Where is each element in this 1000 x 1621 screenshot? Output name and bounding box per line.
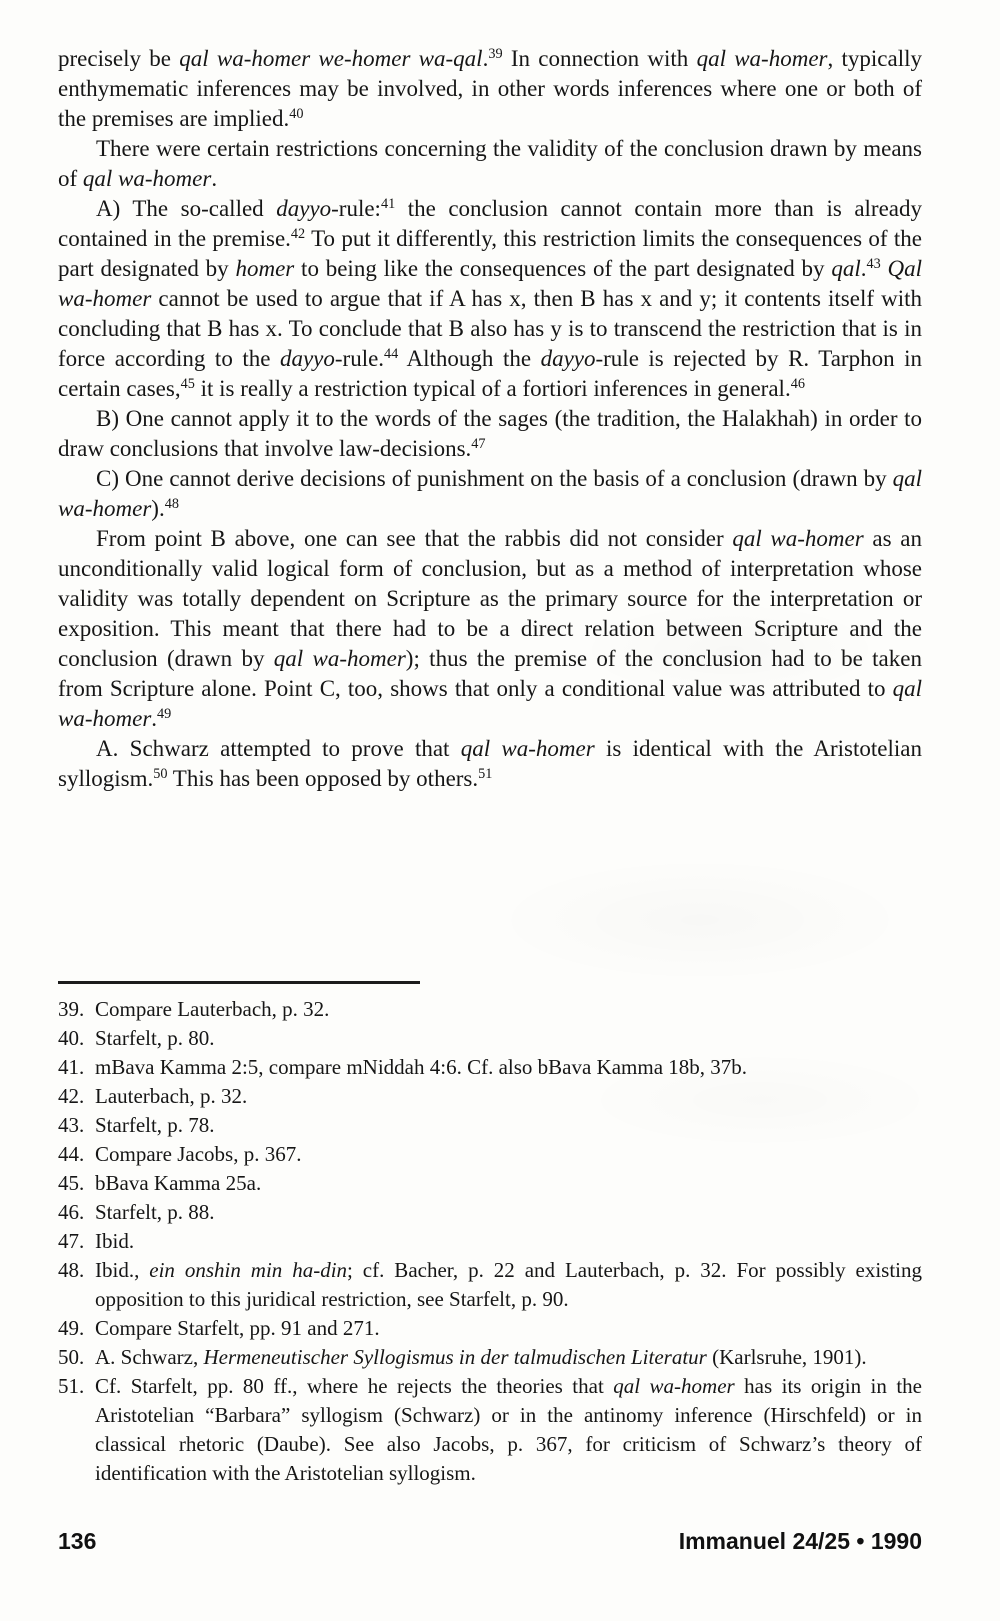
footnote-number: 46. xyxy=(58,1200,85,1224)
footnote-ref: 40 xyxy=(289,106,304,123)
footnote-text: Compare Starfelt, pp. 91 and 271. xyxy=(95,1316,380,1340)
paragraph: From point B above, one can see that the rabbis did not consider qal wa-homer as an unconditionally valid logical form of conclusion, but as a method of interpretation whose validity was totally dependent on Scripture as the primary source for the interpretation or exposition. This meant that there had to be a direct relation between Scripture and the conclusion (drawn by qal wa-homer); thus the premise of the conclusion had to be taken from Scripture alone. Point C, too, shows that only a conditional value was attributed to qal wa-homer.$^{49}$ xyxy=(58,526,922,731)
page-footer xyxy=(58,1528,922,1555)
footnote xyxy=(58,1053,922,1082)
footnote-ref: 48 xyxy=(164,496,179,513)
footnote xyxy=(58,1256,922,1314)
footnote xyxy=(58,1111,922,1140)
footnote xyxy=(58,1198,922,1227)
footnote-ref: 44 xyxy=(384,346,399,363)
paragraph: precisely be qal wa-homer we-homer wa-qal.$^{39}$ In connection with qal wa-homer, typically enthymematic inferences may be involved, in other words inferences where one or both of the premises are implied.$^{40}$ xyxy=(58,46,922,131)
footnote xyxy=(58,1314,922,1343)
footnote-ref: 43 xyxy=(866,256,881,273)
footnote-ref: 51 xyxy=(478,766,493,783)
footnote-number: 45. xyxy=(58,1171,85,1195)
footnote xyxy=(58,1372,922,1488)
footnote xyxy=(58,1024,922,1053)
footnote-ref: 42 xyxy=(290,226,306,243)
footnote-ref: 50 xyxy=(153,766,168,783)
footnote-section xyxy=(58,981,922,1488)
footnote-text: bBava Kamma 25a. xyxy=(95,1171,262,1195)
page-number: 136 xyxy=(58,1528,97,1554)
footnote-text: Starfelt, p. 80. xyxy=(95,1026,215,1050)
footnote-text: Starfelt, p. 88. xyxy=(95,1200,215,1224)
footnote-text: Compare Jacobs, p. 367. xyxy=(95,1142,302,1166)
footnote-number: 44. xyxy=(58,1142,85,1166)
footnote-ref: 47 xyxy=(471,436,486,453)
footnote xyxy=(58,1169,922,1198)
footnote-number: 50. xyxy=(58,1345,85,1369)
footnote-ref: 46 xyxy=(790,376,805,393)
footnote xyxy=(58,1227,922,1256)
paragraph: C) One cannot derive decisions of punishment on the basis of a conclusion (drawn by qal wa-homer).$^{48}$ xyxy=(58,466,922,521)
footnote-ref: 39 xyxy=(488,46,503,63)
footnote-number: 41. xyxy=(58,1055,85,1079)
footnote xyxy=(58,1343,922,1372)
footnote-text: Starfelt, p. 78. xyxy=(95,1113,215,1137)
footnote-ref: 45 xyxy=(180,376,195,393)
footnote-ref: 41 xyxy=(380,196,396,213)
footnote-text: Lauterbach, p. 32. xyxy=(95,1084,248,1108)
footnote-text: Cf. Starfelt, pp. 80 ff., where he rejects the theories that qal wa-homer has its origin in the Aristotelian “Barbara” syllogism (Schwarz) or in the antinomy inference (Hirschfeld) or in classical rhetoric (Daube). See also Jacobs, p. 367, for criticism of Schwarz’s theory of identification with the Aristotelian syllogism. xyxy=(95,1374,922,1485)
footnote-text: Compare Lauterbach, p. 32. xyxy=(95,997,330,1021)
paragraph: A) The so-called dayyo-rule:$^{41}$ the conclusion cannot contain more than is already contained in the premise.$^{42}$ To put it differently, this restriction limits the consequences of the part designated by homer to being like the consequences of the part designated by qal.$^{43}$ Qal wa-homer cannot be used to argue that if A has x, then B has x and y; it contents itself with concluding that B has x. To conclude that B also has y is to transcend the restriction that is in force according to the dayyo-rule.$^{44}$ Although the dayyo-rule is rejected by R. Tarphon in certain cases,$^{45}$ it is really a restriction typical of a fortiori inferences in general.$^{46}$ xyxy=(58,196,922,401)
footnote-number: 39. xyxy=(58,997,85,1021)
footnote xyxy=(58,995,922,1024)
footnotes-list xyxy=(58,995,922,1488)
footnote-text: Ibid., ein onshin min ha-din; cf. Bacher, p. 22 and Lauterbach, p. 32. For possibly existing opposition to this juridical restriction, see Starfelt, p. 90. xyxy=(95,1258,922,1311)
footnote-number: 42. xyxy=(58,1084,85,1108)
footnote-ref: 49 xyxy=(157,706,172,723)
journal-line: Immanuel 24/25 • 1990 xyxy=(678,1528,922,1554)
footnote-number: 51. xyxy=(58,1374,85,1398)
paragraph: There were certain restrictions concerning the validity of the conclusion drawn by means of qal wa-homer. xyxy=(58,136,922,191)
footnote-text: Ibid. xyxy=(95,1229,135,1253)
footnote-text: A. Schwarz, Hermeneutischer Syllogismus in der talmudischen Literatur (Karlsruhe, 1901). xyxy=(95,1345,867,1369)
footnote xyxy=(58,1140,922,1169)
footnote-number: 47. xyxy=(58,1229,85,1253)
footnote-number: 40. xyxy=(58,1026,85,1050)
footnote-number: 43. xyxy=(58,1113,85,1137)
footnote-number: 49. xyxy=(58,1316,85,1340)
paragraph: A. Schwarz attempted to prove that qal wa-homer is identical with the Aristotelian syllogism.$^{50}$ This has been opposed by others.$^{51}$ xyxy=(58,736,922,791)
paragraph: B) One cannot apply it to the words of the sages (the tradition, the Halakhah) in order to draw conclusions that involve law-decisions.$^{47}$ xyxy=(58,406,922,461)
footnote xyxy=(58,1082,922,1111)
footnote-text: mBava Kamma 2:5, compare mNiddah 4:6. Cf. also bBava Kamma 18b, 37b. xyxy=(95,1055,748,1079)
footnote-separator xyxy=(58,981,420,984)
article-body xyxy=(58,44,922,794)
footnote-number: 48. xyxy=(58,1258,85,1282)
